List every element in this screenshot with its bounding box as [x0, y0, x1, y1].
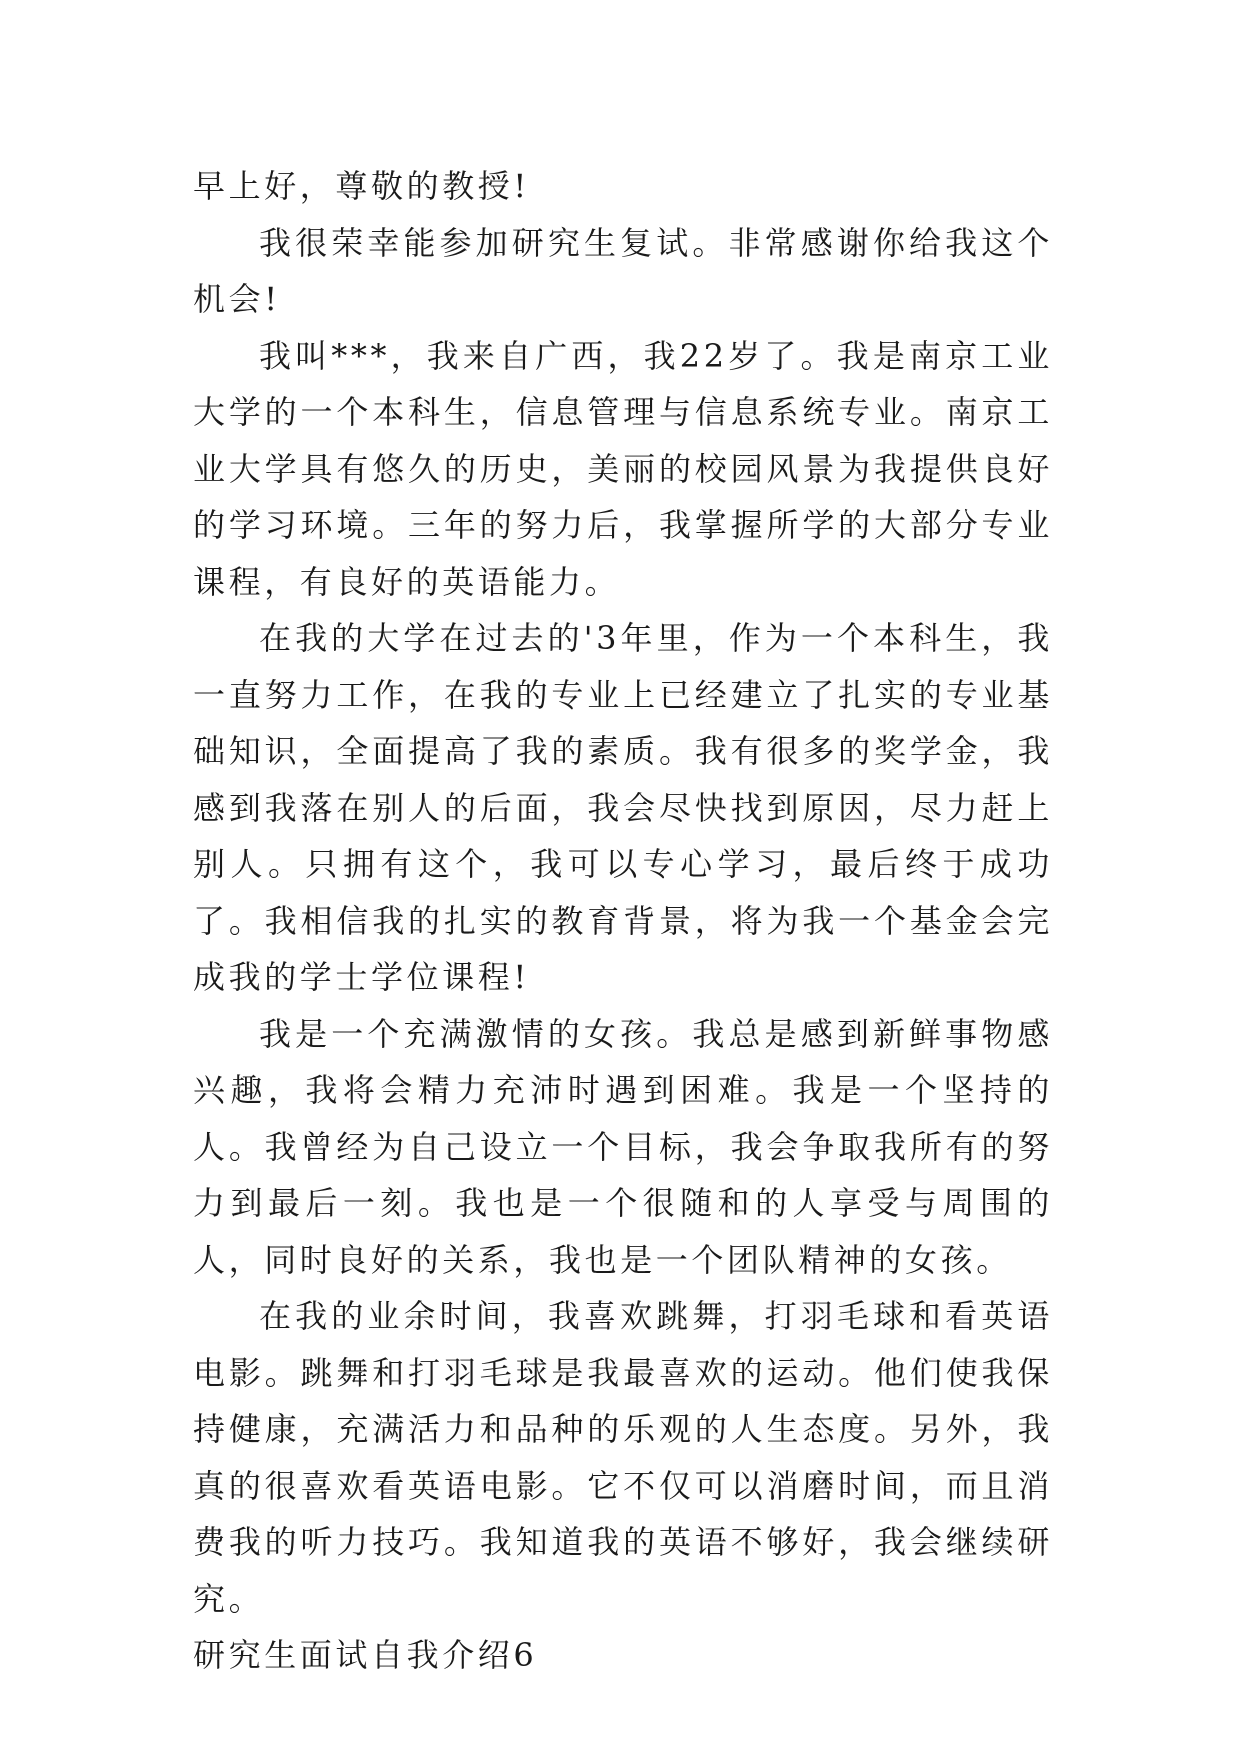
- paragraph-thanks: 我很荣幸能参加研究生复试。非常感谢你给我这个机会!: [193, 223, 1053, 318]
- paragraph-personality: 我是一个充满激情的女孩。我总是感到新鲜事物感兴趣，我将会精力充沛时遇到困难。我是一个坚持的人。我曾经为自己设立一个目标，我会争取我所有的努力到最后一刻。我也是一个很随和的人享受与周围的人，同时良好的关系，我也是一个团队精神的女孩。: [193, 1014, 1053, 1279]
- greeting-line: 早上好，尊敬的教授!: [193, 167, 530, 205]
- paragraph-hobbies: 在我的业余时间，我喜欢跳舞，打羽毛球和看英语电影。跳舞和打羽毛球是我最喜欢的运动。他们使我保持健康，充满活力和品种的乐观的人生态度。另外，我真的很喜欢看英语电影。它不仅可以消磨时间，而且消费我的听力技巧。我知道我的英语不够好，我会继续研究。: [193, 1297, 1053, 1618]
- section-heading: 研究生面试自我介绍6: [193, 1636, 538, 1674]
- paragraph-background: 我叫***，我来自广西，我22岁了。我是南京工业大学的一个本科生，信息管理与信息系统专业。南京工业大学具有悠久的历史，美丽的校园风景为我提供良好的学习环境。三年的努力后，我掌握所学的大部分专业课程，有良好的英语能力。: [193, 336, 1053, 601]
- paragraph-university-years: 在我的大学在过去的'3年里，作为一个本科生，我一直努力工作，在我的专业上已经建立了扎实的专业基础知识，全面提高了我的素质。我有很多的奖学金，我感到我落在别人的后面，我会尽快找到原因，尽力赶上别人。只拥有这个，我可以专心学习，最后终于成功了。我相信我的扎实的教育背景，将为我一个基金会完成我的学士学位课程!: [193, 619, 1053, 996]
- document-body: [193, 158, 1053, 1684]
